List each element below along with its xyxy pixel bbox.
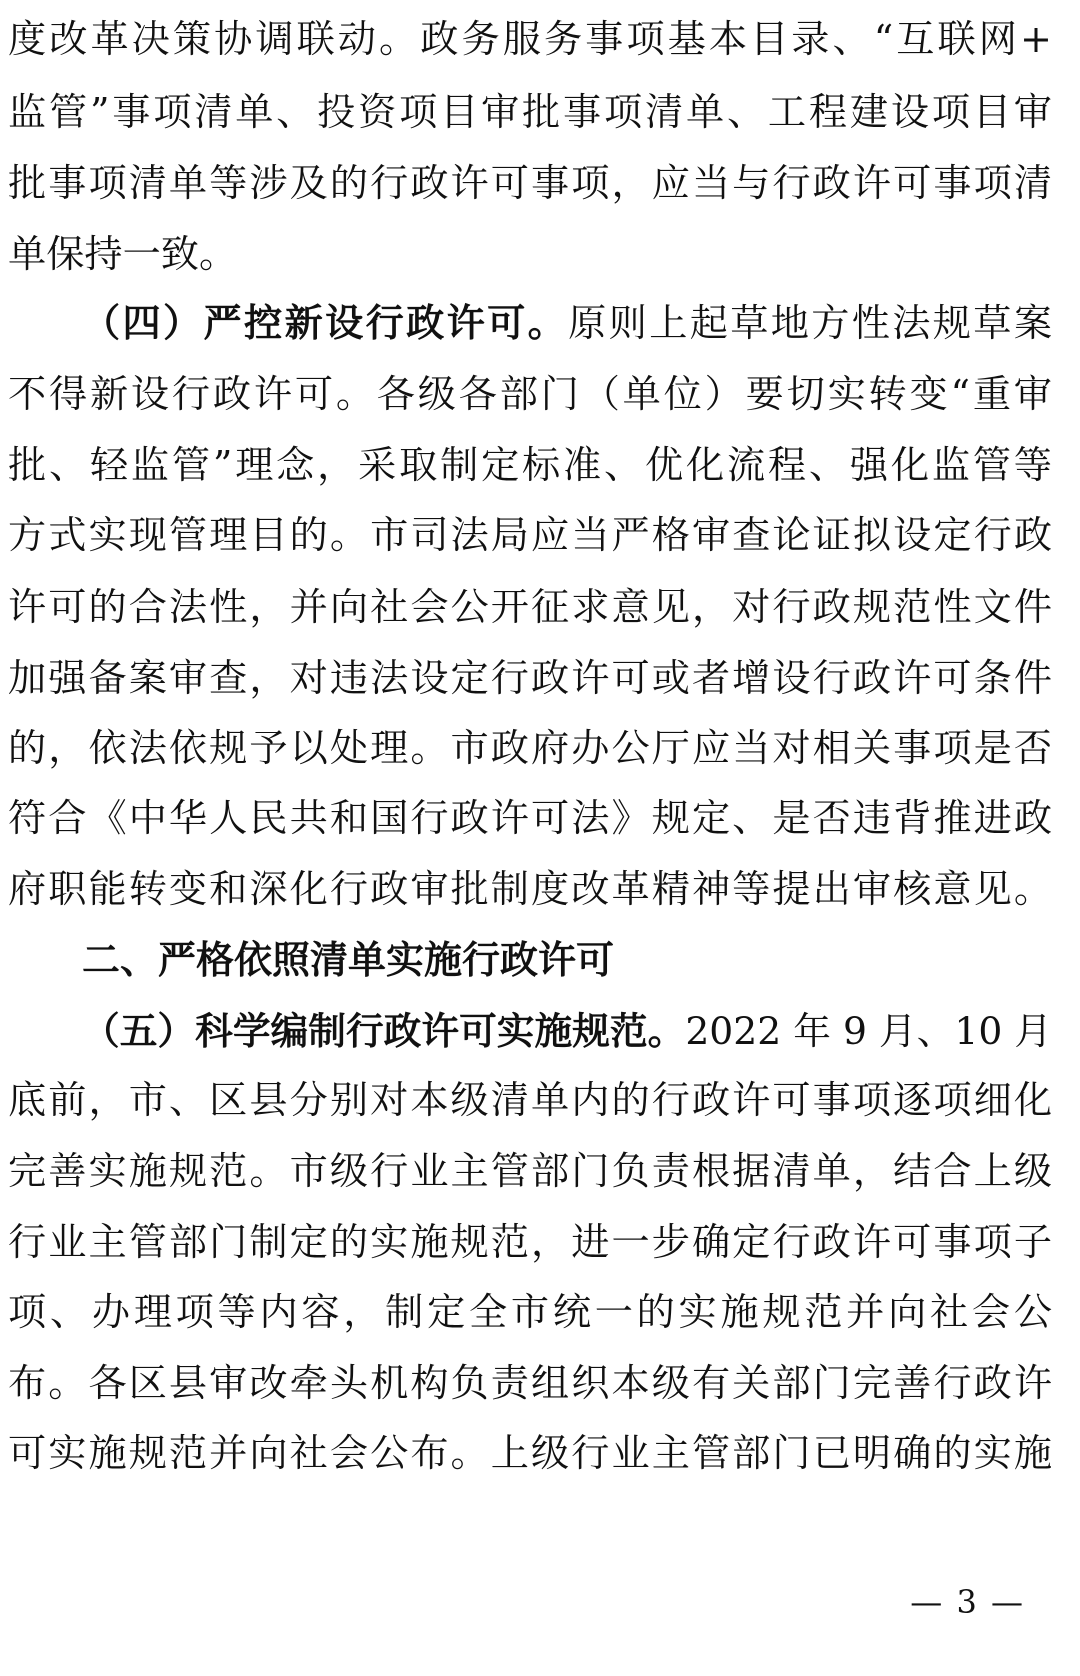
line-text: 布。各区县审改牵头机构负责组织本级有关部门完善行政许 <box>8 1362 1052 1406</box>
line-text: 度改革决策协调联动。政务服务事项基本目录、“互联网+ <box>8 18 1052 62</box>
section-five-heading: （五）科学编制行政许可实施规范。 <box>82 1009 686 1053</box>
body-line-8 <box>8 508 1052 564</box>
line-text: 府职能转变和深化行政审批制度改革精神等提出审核意见。 <box>8 868 1052 912</box>
line-text: 方式实现管理目的。市司法局应当严格审查论证拟设定行政 <box>8 514 1052 558</box>
body-line-3 <box>8 156 1052 212</box>
line-text: 行业主管部门制定的实施规范，进一步确定行政许可事项子 <box>8 1221 1052 1265</box>
body-line-4 <box>8 227 1052 283</box>
section-heading-two <box>82 932 1052 988</box>
body-line-11 <box>8 721 1052 777</box>
body-line-9 <box>8 580 1052 636</box>
line-text: 符合《中华人民共和国行政许可法》规定、是否违背推进政 <box>8 797 1052 841</box>
line-text: 单保持一致。 <box>8 233 238 277</box>
body-line-18 <box>8 1215 1052 1271</box>
body-line-10 <box>8 651 1052 707</box>
body-line-6 <box>8 367 1052 423</box>
line-text: 不得新设行政许可。各级各部门（单位）要切实转变“重审 <box>8 373 1052 417</box>
section-four-first-line <box>82 296 1052 352</box>
section-four-heading: （四）严控新设行政许可。 <box>82 301 569 346</box>
line-text: 底前，市、区县分别对本级清单内的行政许可事项逐项细化 <box>8 1079 1052 1123</box>
body-line-16 <box>8 1073 1052 1129</box>
heading-text: 二、严格依照清单实施行政许可 <box>82 938 615 982</box>
line-text: 批、轻监管”理念，采取制定标准、优化流程、强化监管等 <box>8 444 1052 488</box>
line-text: 批事项清单等涉及的行政许可事项，应当与行政许可事项清 <box>8 162 1052 206</box>
line-text: 的，依法依规予以处理。市政府办公厅应当对相关事项是否 <box>8 727 1052 771</box>
line-text: 可实施规范并向社会公布。上级行业主管部门已明确的实施 <box>8 1432 1052 1476</box>
body-line-17 <box>8 1144 1052 1200</box>
body-line-12 <box>8 791 1052 847</box>
line-text: 许可的合法性，并向社会公开征求意见，对行政规范性文件 <box>8 586 1052 630</box>
body-line-13 <box>8 862 1052 918</box>
line-text: 监管”事项清单、投资项目审批事项清单、工程建设项目审 <box>8 91 1052 135</box>
line-text: 加强备案审查，对违法设定行政许可或者增设行政许可条件 <box>8 657 1052 701</box>
body-line-21 <box>8 1426 1052 1482</box>
body-line-19 <box>8 1285 1052 1341</box>
line-text: 完善实施规范。市级行业主管部门负责根据清单，结合上级 <box>8 1150 1052 1194</box>
body-line-7 <box>8 438 1052 494</box>
line-text: 2022 年 9 月、10 月 <box>685 1009 1052 1053</box>
section-five-first-line <box>82 1003 1052 1059</box>
body-line-2 <box>8 85 1052 141</box>
body-line-1 <box>8 12 1052 68</box>
body-line-20 <box>8 1356 1052 1412</box>
page-number: — 3 — <box>910 1583 1025 1621</box>
line-text: 项、办理项等内容，制定全市统一的实施规范并向社会公 <box>8 1291 1052 1335</box>
line-text: 原则上起草地方性法规草案 <box>568 302 1053 346</box>
